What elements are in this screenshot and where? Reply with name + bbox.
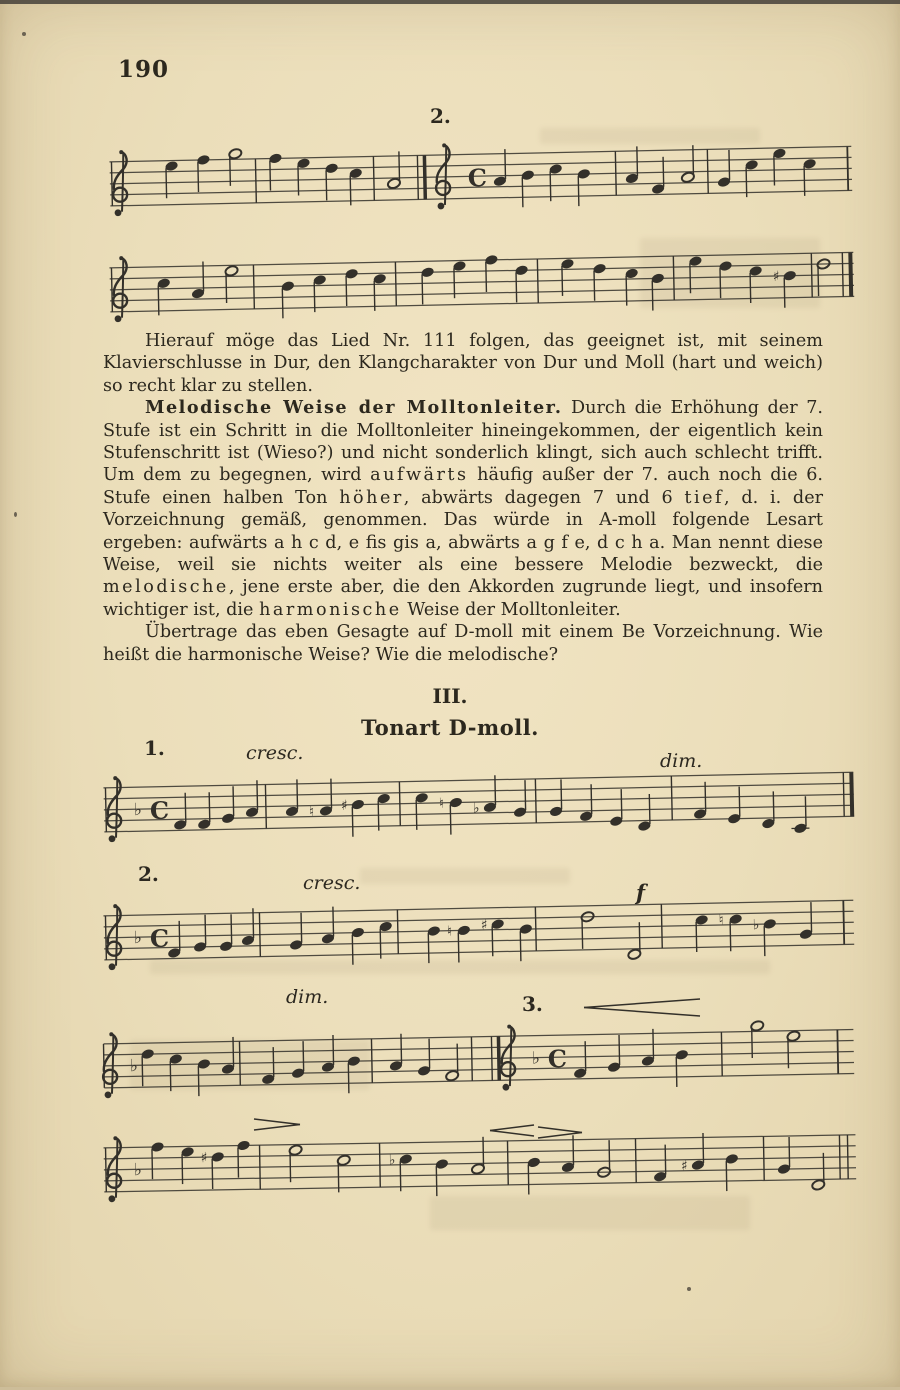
music-system [99,1011,859,1114]
music-system [99,754,859,858]
svg-text:♮: ♮ [446,923,453,940]
svg-text:♯: ♯ [480,917,488,934]
svg-text:♭: ♭ [388,1152,396,1169]
exercise-number-label: 3. [522,992,543,1016]
crescendo-hairpin-icon [490,1125,534,1136]
svg-text:C: C [467,163,488,193]
svg-text:C: C [149,795,170,825]
exercise-number-label: 1. [144,736,165,760]
svg-text:♭: ♭ [129,1056,139,1077]
dynamics-label: dim. [286,986,329,1008]
svg-text:♭: ♭ [133,800,143,821]
scan-speck [14,512,17,517]
scan-speck [687,1287,691,1291]
dynamics-label: f [636,880,646,905]
bleed-through [360,868,570,884]
tonart-d-moll-subtitle: Tonart D-moll. [361,715,539,740]
music-system [99,1117,860,1218]
svg-text:♭: ♭ [752,917,760,934]
svg-text:♭: ♭ [133,928,143,949]
scan-edge-top [0,0,900,4]
svg-text:♯: ♯ [772,268,780,286]
dynamics-label: dim. [660,750,703,772]
svg-text:♮: ♮ [718,912,724,929]
exercise-number-label: 2. [138,862,159,886]
section-iii-heading: III. [432,684,468,708]
svg-text:C: C [547,1044,568,1074]
paragraph: Melodische Weise der Molltonleiter. Durch die Erhöhung der 7. Stufe ist ein Schritt in die Molltonleiter hineingekommen, der eigentlich kein Stufenschritt ist (Wieso?) und nicht sonderlich klingt, sich auch schlecht trifft. Um dem zu begegnen, wird aufwärts häufig außer der 7. auch noch die 6. Stufe einen halben Ton höher, abwärts dagegen 7 und 6 tief, d. i. der Vorzeichnung gemäß, genommen. Das würde in A-moll folgende Lesart ergeben: aufwärts a h c d, e fis gis a, abwärts a g f e, d c h a. Man nennt diese Weise, weil sie nichts weiter als eine bessere Melodie bezweckt, die melodische, jene erste aber, die den Akkorden zugrunde liegt, und insofern wichtiger ist, die harmonische Weise der Molltonleiter. [103,397,824,620]
dynamics-label: cresc. [303,872,361,894]
music-system [105,234,859,338]
decrescendo-hairpin-icon [538,1127,582,1138]
dynamics-label: cresc. [246,742,304,764]
svg-text:♯: ♯ [340,797,348,814]
svg-text:♭: ♭ [531,1048,541,1069]
svg-text:♭: ♭ [133,1160,143,1181]
music-system [99,882,859,986]
music-system [105,128,857,232]
svg-text:♯: ♯ [200,1150,208,1167]
svg-text:♮: ♮ [308,804,315,821]
scan-speck [22,32,26,36]
svg-text:♮: ♮ [438,795,445,812]
svg-text:C: C [149,923,170,953]
page-number: 190 [118,56,170,83]
decrescendo-hairpin-icon [254,1119,300,1130]
exercise-2-heading: 2. [430,104,451,128]
svg-text:♯: ♯ [680,1158,688,1175]
paragraph: Übertrage das eben Gesagte auf D-moll mit einem Be Vorzeichnung. Wie heißt die harmonische Weise? Wie die melodische? [103,622,823,665]
body-text [103,330,823,666]
crescendo-hairpin-icon [584,999,700,1016]
svg-text:♭: ♭ [472,800,480,817]
paragraph: Hierauf möge das Lied Nr. 111 folgen, das geeignet ist, mit seinem Klavierschlusse in Dur, den Klangcharakter von Dur und Moll (hart und weich) so recht klar zu stellen. [103,331,823,396]
